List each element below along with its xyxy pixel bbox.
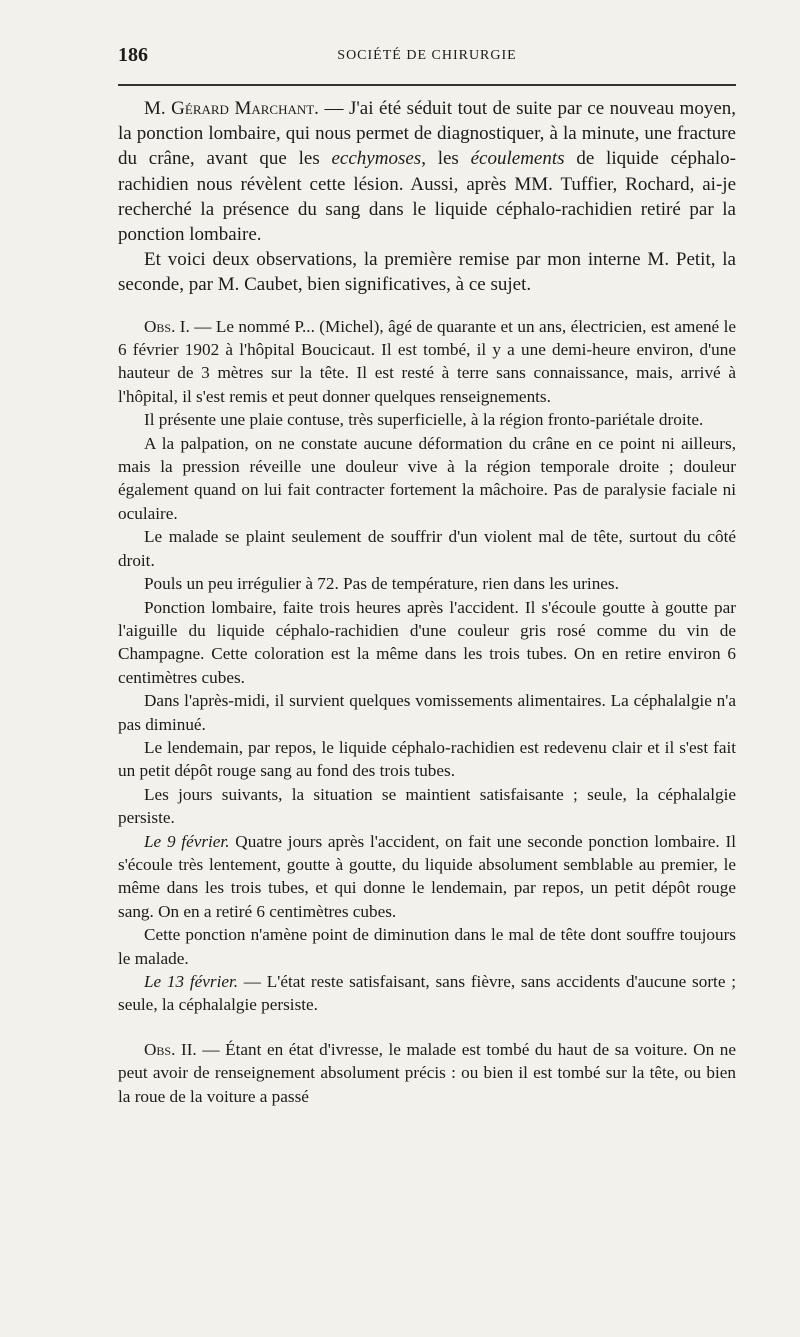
page-number: 186 (118, 44, 148, 66)
page-body (118, 96, 736, 1108)
obs1-paragraph: A la palpation, on ne constate aucune déformation du crâne en ce point ni ailleurs, mais la pression réveille une douleur vive à la région temporale droite ; douleur également quand on lui fait contracter fortement la mâchoire. Pas de paralysie faciale ni oculaire. (118, 433, 736, 523)
obs1-paragraph: Il présente une plaie contuse, très superficielle, à la région fronto-pariétale droite. (144, 410, 704, 430)
date-label: Le 13 février. (144, 972, 239, 991)
observation-1 (118, 315, 736, 1017)
page-header (118, 44, 736, 74)
intervention (118, 96, 736, 298)
observation-2 (118, 1038, 736, 1108)
speaker-name: M. Gérard Marchant. (144, 98, 319, 119)
running-title: SOCIÉTÉ DE CHIRURGIE (337, 48, 517, 63)
obs1-paragraph: Les jours suivants, la situation se maintient satisfaisante ; seule, la céphalalgie persiste. (118, 784, 736, 828)
obs1-paragraph: Ponction lombaire, faite trois heures après l'accident. Il s'écoule goutte à goutte par l'aiguille du liquide céphalo-rachidien d'une couleur gris rosé comme du vin de Champagne. Cette coloration est la même dans les trois tubes. On en retire environ 6 centimètres cubes. (118, 597, 736, 687)
obs2-paragraph: Obs. II. — Étant en état d'ivresse, le malade est tombé du haut de sa voiture. On ne peut avoir de renseignement absolument précis : ou bien il est tombé sur la tête, ou bien la roue de la voiture a passé (118, 1039, 737, 1106)
obs1-paragraph: Obs. I. — Le nommé P... (Michel), âgé de quarante et un ans, électricien, est amené le 6 février 1902 à l'hôpital Boucicaut. Il est tombé, il y a une demi-heure environ, d'une hauteur de 3 mètres sur la tête. Il est resté à terre sans connaissance, mais, arrivé à l'hôpital, il s'est remis et peut donner quelques renseignements. (118, 316, 736, 406)
intro-paragraph-2: Et voici deux observations, la première remise par mon interne M. Petit, la seconde, par M. Caubet, bien significatives, à ce sujet. (118, 249, 736, 296)
observation-label: Obs. I. (144, 316, 190, 336)
obs1-paragraph: Le 9 février. Quatre jours après l'accident, on fait une seconde ponction lombaire. Il s'écoule très lentement, goutte à goutte, du liquide absolument semblable au premier, le même dans les trois tubes, et qui donne le lendemain, par repos, un petit dépôt rouge sang. On en a retiré 6 centimètres cubes. (118, 831, 736, 921)
obs1-paragraph: Cette ponction n'amène point de diminution dans le mal de tête dont souffre toujours le malade. (118, 925, 736, 968)
obs1-paragraph: Le malade se plaint seulement de souffrir d'un violent mal de tête, surtout du côté droit. (118, 527, 736, 570)
obs1-paragraph: Pouls un peu irrégulier à 72. Pas de température, rien dans les urines. (144, 574, 619, 594)
obs1-paragraph: Dans l'après-midi, il survient quelques vomissements alimentaires. La céphalalgie n'a pas diminué. (118, 691, 736, 734)
intro-paragraph-1: M. Gérard Marchant. — J'ai été séduit tout de suite par ce nouveau moyen, la ponction lombaire, qui nous permet de diagnostiquer, à la minute, une fracture du crâne, avant que les ecchymoses, les écoulements de liquide céphalo-rachidien nous révèlent cette lésion. Aussi, après MM. Tuffier, Rochard, ai-je recherché la présence du sang dans le liquide céphalo-rachidien retiré par la ponction lombaire. (118, 98, 737, 246)
date-label: Le 9 février. (144, 831, 230, 851)
observation-label: Obs. II. (144, 1039, 197, 1059)
obs1-paragraph: Le 13 février. — L'état reste satisfaisant, sans fièvre, sans accidents d'aucune sorte ; seule, la céphalalgie persiste. (118, 972, 736, 1015)
header-rule (118, 84, 736, 86)
obs1-paragraph: Le lendemain, par repos, le liquide céphalo-rachidien est redevenu clair et il s'est fait un petit dépôt rouge sang au fond des trois tubes. (118, 737, 736, 781)
